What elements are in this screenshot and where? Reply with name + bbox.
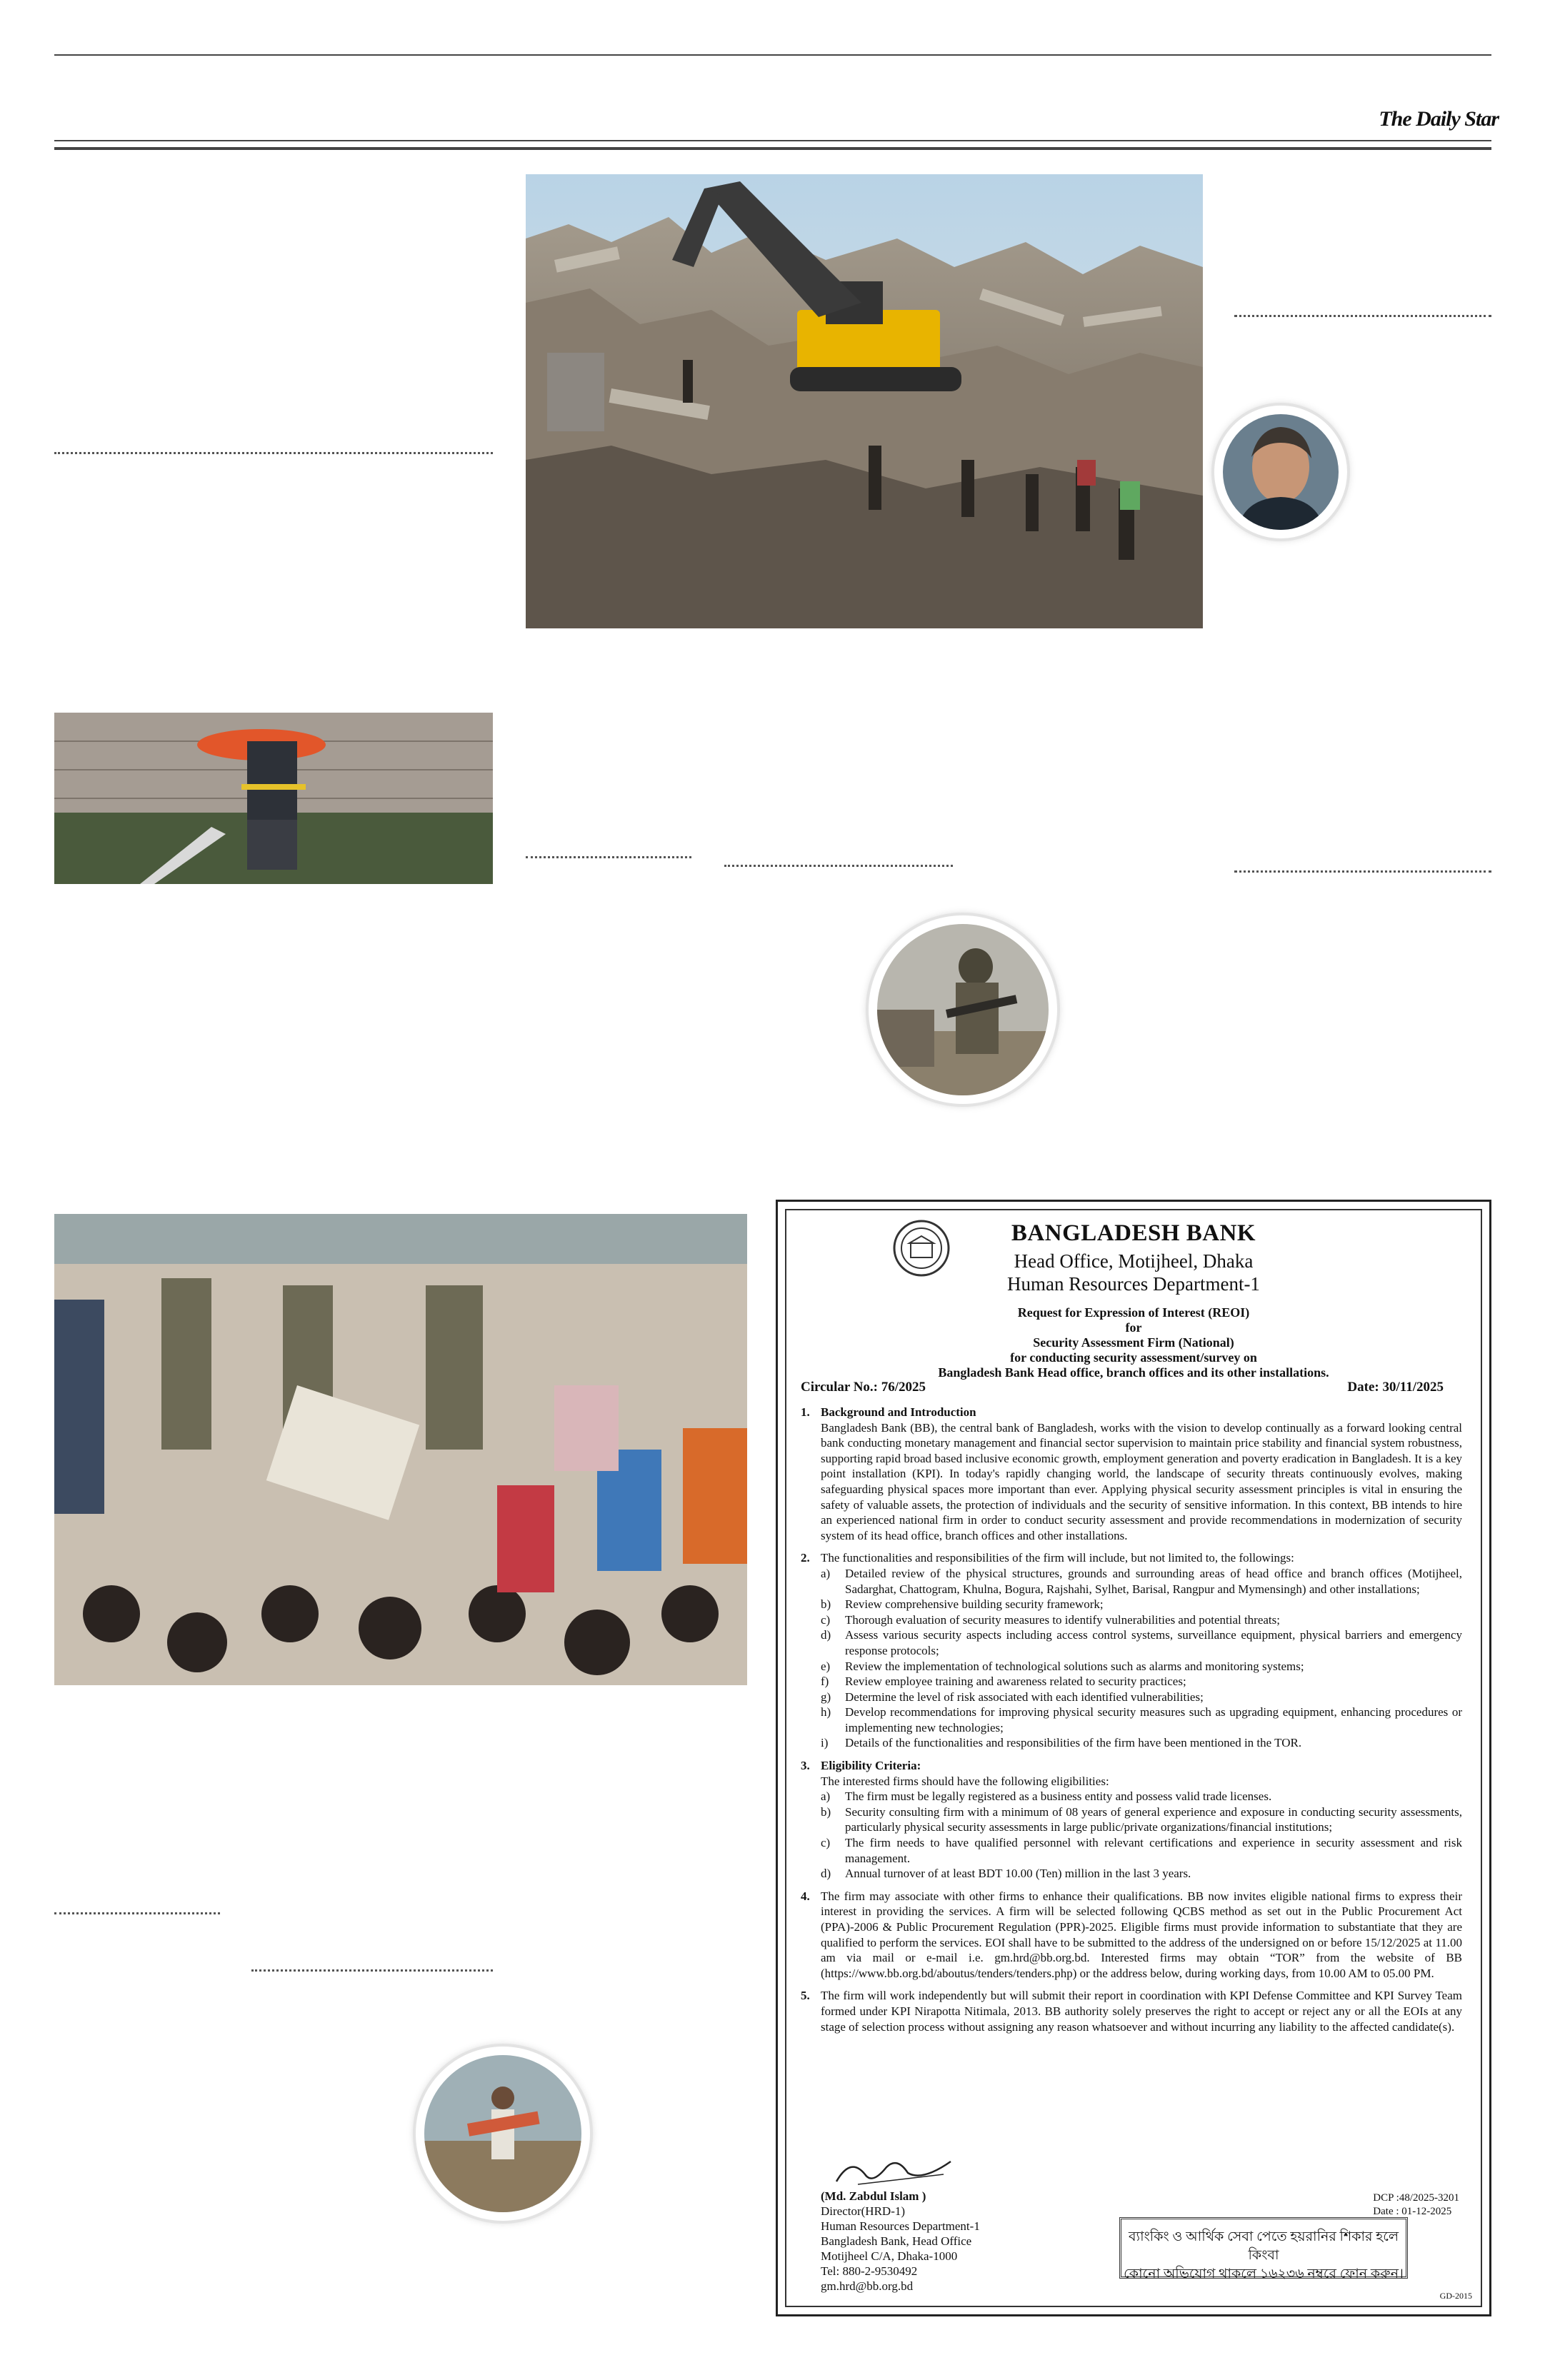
- list-item: f) Review employee training and awareness related to security practices;: [821, 1674, 1186, 1689]
- bank-department: Human Resources Department-1: [1007, 1273, 1260, 1295]
- gd-code: GD-2015: [1439, 2291, 1472, 2301]
- masthead-logo: The Daily Star: [1379, 107, 1499, 131]
- left-col-separator-1: [54, 452, 493, 454]
- left-col-separator-2: [54, 1912, 220, 1914]
- dcp-reference: DCP :48/2025-3201 Date : 01-12-2025: [1373, 2192, 1459, 2217]
- advertisement-body: [801, 1405, 1462, 2042]
- list-item: a) The firm must be legally registered as a business entity and possess valid trade licenses.: [821, 1789, 1272, 1804]
- signature-graphic: [829, 2153, 958, 2189]
- section-2: 2. The functionalities and responsibilities of the firm will include, but not limited to, the followings: a) Detailed review of the physical structures, grounds and surrounding areas of head office and branch offices (Motijheel, Sadarghat, Chattogram, Khulna, Bogura, Rajshahi, Sylhet, Barisal, Rangpur and Mymensingh) and other installations; b) Review comprehensive building security framework; c) Thorough evaluation of security measures to identify vulnerabilities and potential threats; d) Assess various security aspects including access control systems, surveillance equipment, physical barriers and emergency response protocols; e) Review the implementation of technological solutions such as alarms and monitoring systems; f) Review employee training and awareness related to security practices; g) Determine the level of risk associated with each identified vulnerabilities; h) Develop recommendations for improving physical security measures such as upgrading equipment, enhancing procedures or implementing new technologies; i) Details of the functionalities and responsibilities of the firm have been mentioned in the TOR.: [801, 1551, 1462, 1750]
- right-col-separator-1: [1234, 315, 1491, 317]
- bank-name: BANGLADESH BANK: [1011, 1220, 1256, 1246]
- flood-graphic: [424, 2055, 581, 2212]
- soldier-graphic: [877, 924, 1049, 1095]
- bank-office: Head Office, Motijheel, Dhaka: [1014, 1250, 1254, 1272]
- rescue-graphic: [54, 713, 493, 884]
- list-item: i) Details of the functionalities and responsibilities of the firm have been mentioned in the TOR.: [821, 1736, 1302, 1750]
- rubble-excavator-photo: [526, 174, 1203, 628]
- list-item: d) Annual turnover of at least BDT 10.00 (Ten) million in the last 3 years.: [821, 1867, 1191, 1881]
- mid-separator-b: [724, 865, 953, 867]
- top-rule: [54, 54, 1491, 56]
- list-item: a) Detailed review of the physical structures, grounds and surrounding areas of head office and branch offices (Motijheel, Sadarghat, Chattogram, Khulna, Bogura, Rajshahi, Sylhet, Barisal, Rangpur and Mymensingh) and other installations;: [821, 1566, 1462, 1596]
- bangladesh-bank-advertisement: [776, 1200, 1491, 2316]
- flood-rescue-circle-photo: [416, 2047, 590, 2221]
- crowd-graphic: [54, 1214, 747, 1685]
- list-item: e) Review the implementation of technological solutions such as alarms and monitoring systems;: [821, 1659, 1304, 1673]
- portrait-circle-photo: [1214, 406, 1347, 538]
- list-item: c) The firm needs to have qualified personnel with relevant certifications and experience in security assessment and risk management.: [821, 1836, 1462, 1865]
- left-col-separator-3: [251, 1969, 493, 1972]
- masthead-rule-lower: [54, 147, 1491, 150]
- rescue-stretcher-photo: [54, 713, 493, 884]
- circular-date: Date: 30/11/2025: [1347, 1380, 1444, 1395]
- list-item: b) Security consulting firm with a minimum of 08 years of general experience and exposure in conducting security assessments, particularly physical security assessments in large public/private organizations/financial institutions;: [821, 1804, 1462, 1834]
- list-item: h) Develop recommendations for improving physical security measures such as upgrading equipment, enhancing procedures or implementing new technologies;: [821, 1705, 1462, 1734]
- portrait-graphic: [1223, 414, 1339, 530]
- soldier-circle-photo: [869, 915, 1057, 1104]
- reoi-heading: Request for Expression of Interest (REOI) for Security Assessment Firm (National) for conducting security assessment/survey on Bangladesh Bank Head office, branch offices and its other installations.: [938, 1305, 1329, 1380]
- section-3: 3. Eligibility Criteria: The interested firms should have the following eligibilities: a) The firm must be legally registered as a business entity and possess valid trade licenses. b) Security consulting firm with a minimum of 08 years of general experience and exposure in conducting security assessments, particularly physical security assessments in large public/private organizations/financial institutions; c) The firm needs to have qualified personnel with relevant certifications and experience in security assessment and risk management. d) Annual turnover of at least BDT 10.00 (Ten) million in the last 3 years.: [801, 1759, 1462, 1881]
- section-1: 1. Background and Introduction Bangladesh Bank (BB), the central bank of Bangladesh, works with the vision to develop continually as a forward looking central bank conducting monetary management and financial sector supervision to maintain price stability and financial system robustness, supporting rapid broad based inclusive economic growth, employment generation and poverty eradication in Bangladesh. It is a key point installation (KPI). In today's rapidly changing world, the landscape of security threats continuously evolves, making safeguarding physical spaces more important than ever. Applying physical security assessment principles is vital in ensuring the safety of valuable assets, the protection of individuals and the security of sensitive information. In this context, BB intends to hire an experienced national firm in order to conduct security assessment and provide recommendations in modernization of security system of its head office, branch offices and other installations.: [801, 1405, 1462, 1542]
- list-item: d) Assess various security aspects including access control systems, surveillance equipment, physical barriers and emergency response protocols;: [821, 1628, 1462, 1657]
- bangla-complaint-notice: ব্যাংকিং ও আর্থিক সেবা পেতে হয়রানির শিকার হলে কিংবা কোনো অভিযোগ থাকলে ১৬২৩৬ নম্বরে ফোন করুন।: [1119, 2217, 1408, 2279]
- list-item: b) Review comprehensive building security framework;: [821, 1597, 1104, 1612]
- circular-number: Circular No.: 76/2025: [801, 1380, 926, 1395]
- section-5: 5. The firm will work independently but will submit their report in coordination with KPI Defense Committee and KPI Survey Team formed under KPI Nirapotta Nitimala, 2013. BB authority solely preserves the right to accept or reject any or all the EOIs at any stage of selection process without assigning any reason whatsoever and without incurring any liability to the affected candidate(s).: [801, 1989, 1462, 2034]
- list-item: g) Determine the level of risk associated with each identified vulnerabilities;: [821, 1689, 1204, 1704]
- section-4: 4. The firm may associate with other firms to enhance their qualifications. BB now invites eligible national firms to express their interest in providing the services. A firm will be selected following QCBS method as set out in the Public Procurement Act (PPA)-2006 & Public Procurement Regulation (PPR)-2025. Eligible firms must provide information to substantiate that they are qualified to perform the services. EOI shall have to be submitted to the address of the undersigned on or before 15/12/2025 at 11.00 am via mail or e-mail i.e. gm.hrd@bb.org.bd. Interested firms may obtain “TOR” from the website of BB (https://www.bb.org.bd/aboutus/tenders/tenders.php) or the address below, during working days, from 10.00 AM to 05.00 PM.: [801, 1889, 1462, 1980]
- rubble-excavator-graphic: [526, 174, 1203, 628]
- mid-separator-a: [526, 856, 691, 858]
- signatory-block: (Md. Zabdul Islam ) Director(HRD-1) Human Resources Department-1 Bangladesh Bank, Head Office Motijheel C/A, Dhaka-1000 Tel: 880-2-9530492 gm.hrd@bb.org.bd: [821, 2189, 980, 2293]
- masthead-rule-upper: [54, 140, 1491, 141]
- right-col-separator-2: [1234, 870, 1491, 873]
- crowd-children-photo: [54, 1214, 747, 1685]
- advertisement-inner-border: [785, 1209, 1482, 2307]
- list-item: c) Thorough evaluation of security measures to identify vulnerabilities and potential threats;: [821, 1612, 1280, 1627]
